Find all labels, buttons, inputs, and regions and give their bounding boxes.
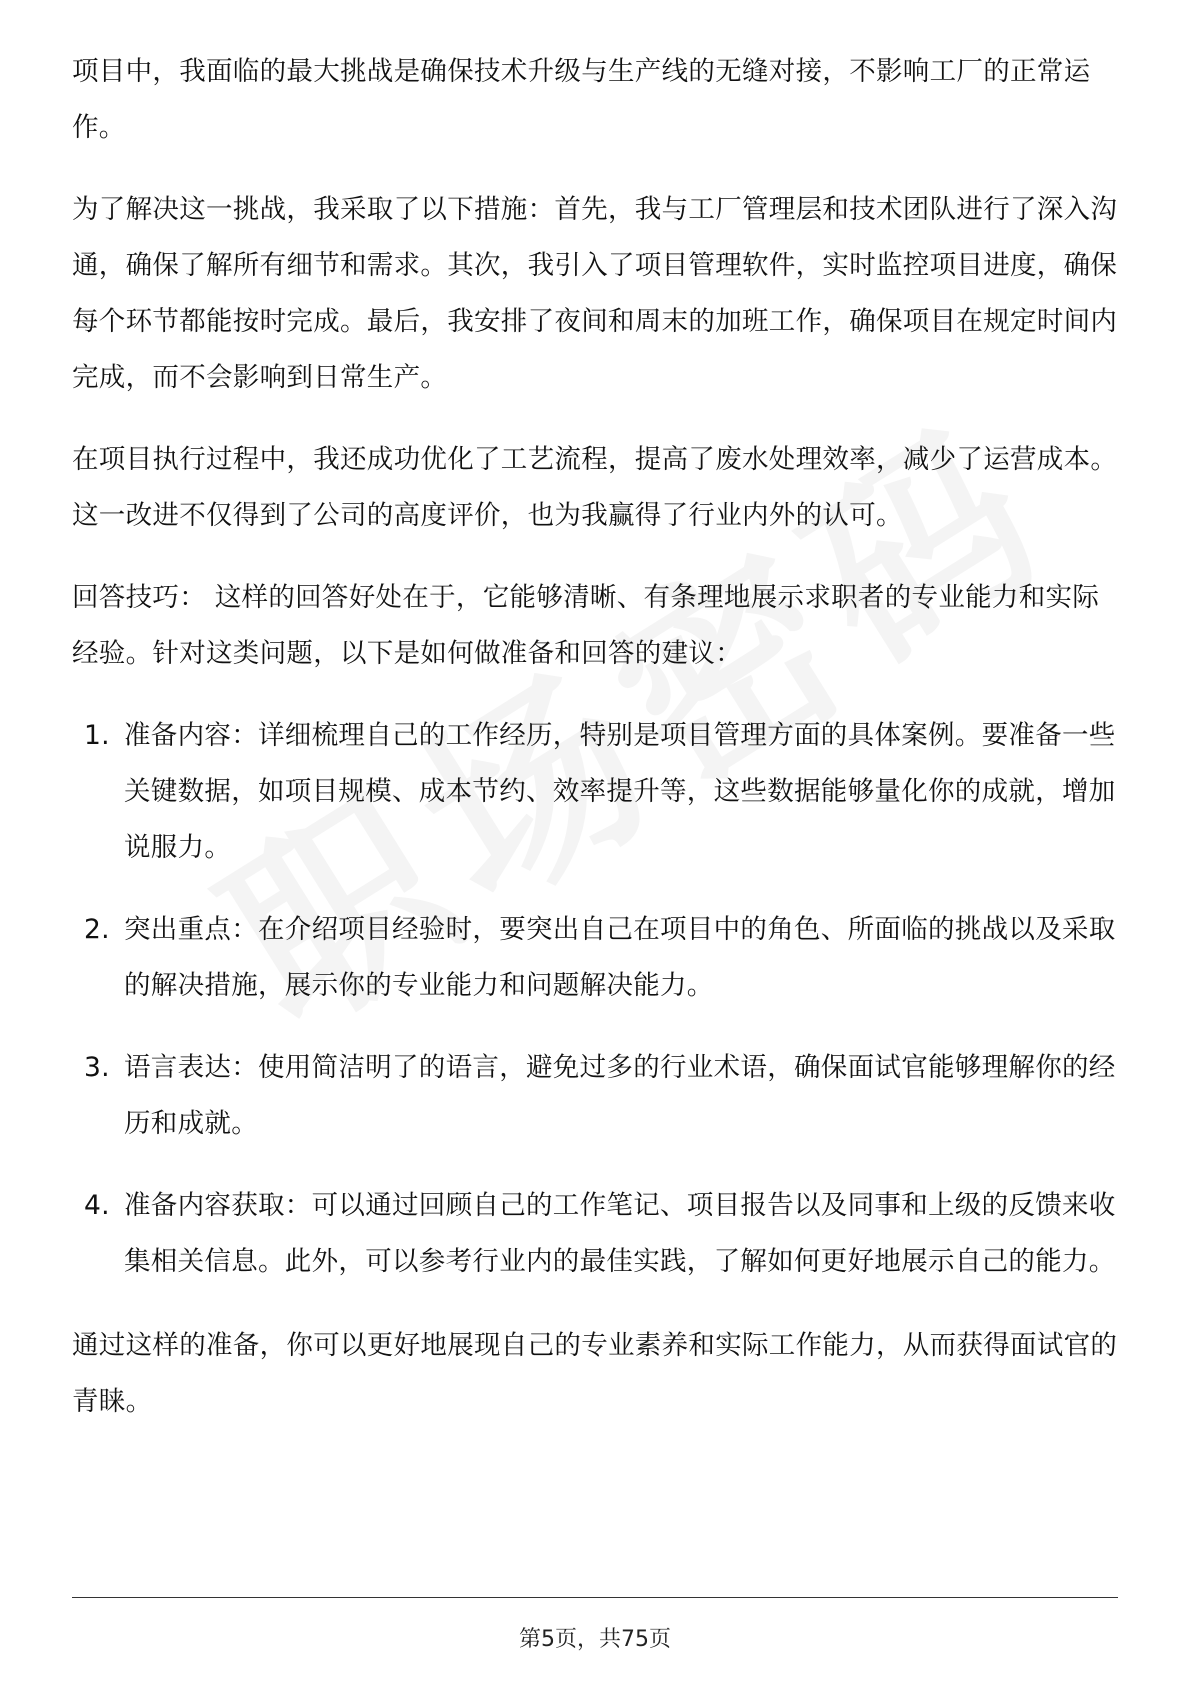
list-item-number: 4. <box>84 1190 110 1221</box>
list-item-text: 准备内容：详细梳理自己的工作经历，特别是项目管理方面的具体案例。要准备一些关键数据，如项目规模、成本节约、效率提升等，这些数据能够量化你的成就，增加说服力。 <box>124 720 1116 863</box>
list-item <box>72 708 1122 876</box>
list-item-text: 突出重点：在介绍项目经验时，要突出自己在项目中的角色、所面临的挑战以及采取的解决措施，展示你的专业能力和问题解决能力。 <box>124 914 1116 1001</box>
tips-list <box>72 708 1122 1290</box>
list-item <box>72 902 1122 1014</box>
footer-divider <box>72 1597 1118 1598</box>
list-item-text: 语言表达：使用简洁明了的语言，避免过多的行业术语，确保面试官能够理解你的经历和成就。 <box>124 1052 1116 1139</box>
paragraph-measures: 为了解决这一挑战，我采取了以下措施：首先，我与工厂管理层和技术团队进行了深入沟通，确保了解所有细节和需求。其次，我引入了项目管理软件，实时监控项目进度，确保每个环节都能按时完成。最后，我安排了夜间和周末的加班工作，确保项目在规定时间内完成，而不会影响到日常生产。 <box>72 194 1118 393</box>
paragraph-challenge: 项目中，我面临的最大挑战是确保技术升级与生产线的无缝对接，不影响工厂的正常运作。 <box>72 56 1091 143</box>
list-item-number: 3. <box>84 1052 110 1083</box>
list-item-text: 准备内容获取：可以通过回顾自己的工作笔记、项目报告以及同事和上级的反馈来收集相关信息。此外，可以参考行业内的最佳实践，了解如何更好地展示自己的能力。 <box>124 1190 1116 1277</box>
document-body <box>72 44 1122 1456</box>
list-item <box>72 1040 1122 1152</box>
page-number: 第5页，共75页 <box>519 1627 671 1652</box>
list-item-number: 2. <box>84 914 110 945</box>
list-item <box>72 1178 1122 1290</box>
paragraph-closing: 通过这样的准备，你可以更好地展现自己的专业素养和实际工作能力，从而获得面试官的青睐。 <box>72 1330 1118 1417</box>
paragraph-optimization: 在项目执行过程中，我还成功优化了工艺流程，提高了废水处理效率，减少了运营成本。这一改进不仅得到了公司的高度评价，也为我赢得了行业内外的认可。 <box>72 444 1118 531</box>
list-item-number: 1. <box>84 720 110 751</box>
paragraph-answer-tips: 回答技巧： 这样的回答好处在于，它能够清晰、有条理地展示求职者的专业能力和实际经验。针对这类问题，以下是如何做准备和回答的建议： <box>72 582 1100 669</box>
